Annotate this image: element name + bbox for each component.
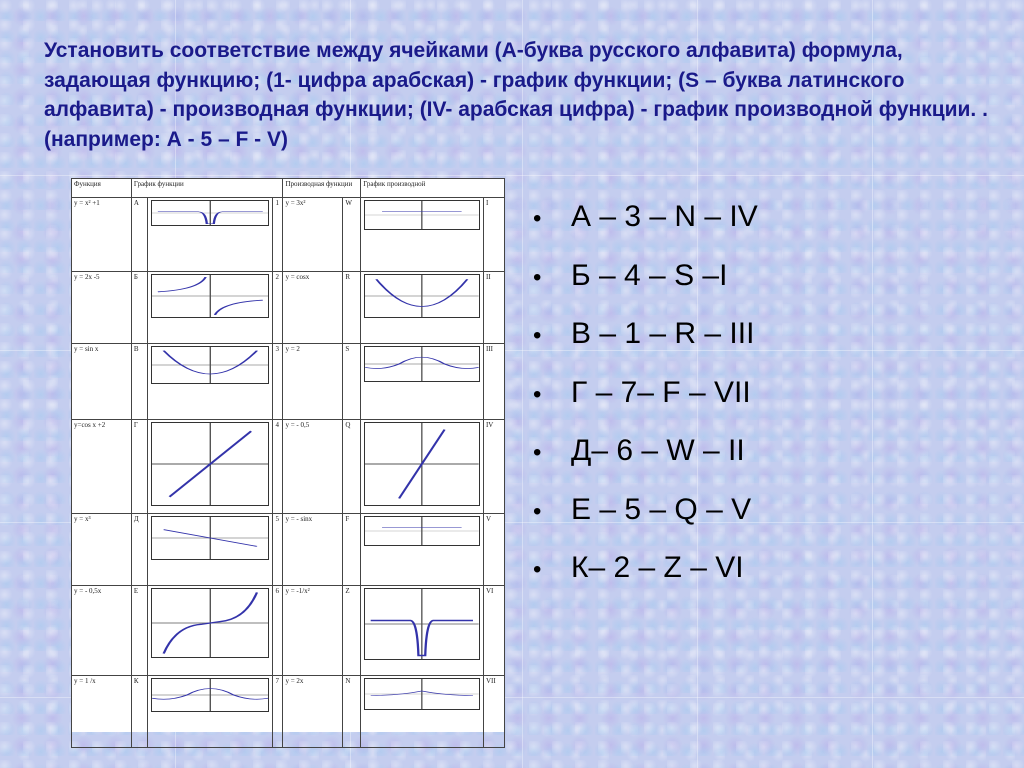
derivative-graph-cell (361, 198, 484, 272)
function-graph-cell (147, 514, 273, 586)
function-formula: y = - 0,5x (72, 586, 132, 676)
slide-title: Установить соответствие между ячейками (А-буква русского алфавита) формула, задающая функцию; (1- цифра арабская) - график функции; (S – буква латинского алфавита) - производная функции; (IV- арабская цифра) - график производной функции. . (например: А - 5 – F - V) (44, 39, 988, 151)
table-row (72, 514, 505, 586)
derivative-letter: Q (343, 420, 361, 514)
line-down-icon (151, 516, 270, 560)
answer-text: Д– 6 – W – II (571, 434, 745, 467)
derivative-letter: S (343, 344, 361, 420)
spike-down-icon (151, 200, 270, 226)
function-letter: А (131, 198, 147, 272)
function-formula: y = 1 /x (72, 676, 132, 748)
derivative-formula: y = 2x (283, 676, 343, 748)
derivative-letter: N (343, 676, 361, 748)
bullet-icon: • (533, 497, 542, 525)
derivative-graph-cell (361, 344, 484, 420)
horizontal-line-icon (364, 516, 480, 546)
bullet-icon: • (533, 380, 542, 408)
derivative-graph-cell (361, 272, 484, 344)
derivative-graph-numeral: III (483, 344, 504, 420)
derivative-graph-numeral: I (483, 198, 504, 272)
graph-number: 3 (273, 344, 283, 420)
function-formula: y = sin x (72, 344, 132, 420)
graph-number: 5 (273, 514, 283, 586)
function-letter: В (131, 344, 147, 420)
bullet-icon: • (533, 205, 542, 232)
table-row (72, 420, 505, 514)
answer-item (533, 247, 758, 306)
derivative-graph-numeral: II (483, 272, 504, 344)
derivative-formula: y = 2 (283, 344, 343, 420)
hyperbola-icon (151, 274, 270, 318)
table-header-row (72, 179, 505, 198)
table-row (72, 676, 505, 748)
header-function-graph: График функции (131, 179, 283, 198)
graph-number: 6 (273, 586, 283, 676)
table-row (72, 344, 505, 420)
wave-icon (151, 678, 270, 712)
graph-number: 4 (273, 420, 283, 514)
derivative-graph-numeral: VII (483, 676, 504, 748)
answer-item (533, 422, 758, 481)
derivative-formula: y = - sinx (283, 514, 343, 586)
function-letter: Е (131, 586, 147, 676)
wave-small-icon (364, 678, 480, 710)
horizontal-line-icon (364, 200, 480, 230)
answer-text: А – 3 – N – IV (571, 200, 758, 233)
answer-item (533, 364, 758, 423)
derivative-graph-numeral: V (483, 514, 504, 586)
header-derivative-graph: График производной (361, 179, 505, 198)
answer-text: Г – 7– F – VII (571, 375, 751, 409)
bullet-icon: • (533, 556, 542, 583)
function-formula: y = 2x -5 (72, 272, 132, 344)
derivative-formula: y = - 0,5 (283, 420, 343, 514)
bullet-icon: • (533, 322, 542, 349)
bullet-icon: • (533, 263, 542, 291)
parabola-icon (151, 346, 270, 384)
function-letter: К (131, 676, 147, 748)
derivative-formula: y = 3x² (283, 198, 343, 272)
spike-down-icon (364, 588, 480, 660)
table-row (72, 272, 505, 344)
cubic-icon (151, 588, 270, 658)
answer-list (533, 188, 758, 598)
derivative-graph-cell (361, 676, 484, 748)
graph-number: 2 (273, 272, 283, 344)
answer-item (533, 305, 758, 364)
table-row (72, 586, 505, 676)
graph-number: 7 (273, 676, 283, 748)
answer-item (533, 188, 758, 247)
function-graph-cell (147, 272, 273, 344)
function-graph-cell (147, 198, 273, 272)
background-grid-line (0, 175, 1024, 176)
function-formula: y = x² +1 (72, 198, 132, 272)
derivative-formula: y = -1/x² (283, 586, 343, 676)
function-graph-cell (147, 586, 273, 676)
derivative-graph-cell (361, 420, 484, 514)
derivative-letter: Z (343, 586, 361, 676)
function-letter: Г (131, 420, 147, 514)
answer-text: К– 2 – Z – VI (571, 551, 744, 584)
answer-item (533, 539, 758, 598)
parabola-icon (364, 274, 480, 318)
derivative-letter: F (343, 514, 361, 586)
answer-text: В – 1 – R – III (571, 317, 755, 350)
answer-item (533, 481, 758, 540)
function-letter: Д (131, 514, 147, 586)
reference-table (71, 178, 505, 732)
function-graph-cell (147, 344, 273, 420)
table-row (72, 198, 505, 272)
header-derivative: Производная функции (283, 179, 361, 198)
derivative-letter: W (343, 198, 361, 272)
answer-text: Е – 5 – Q – V (571, 492, 752, 526)
derivative-graph-numeral: VI (483, 586, 504, 676)
wave-icon (364, 346, 480, 382)
graph-number: 1 (273, 198, 283, 272)
derivative-graph-numeral: IV (483, 420, 504, 514)
derivative-letter: R (343, 272, 361, 344)
answer-text: Б – 4 – S –I (571, 258, 728, 292)
derivative-graph-cell (361, 586, 484, 676)
bullet-icon: • (533, 439, 542, 466)
steep-line-icon (364, 422, 480, 506)
line-up-icon (151, 422, 270, 506)
header-function: Функция (72, 179, 132, 198)
function-letter: Б (131, 272, 147, 344)
derivative-formula: y = cosx (283, 272, 343, 344)
function-formula: y = x³ (72, 514, 132, 586)
function-graph-cell (147, 676, 273, 748)
function-graph-cell (147, 420, 273, 514)
derivative-graph-cell (361, 514, 484, 586)
function-formula: y=cos x +2 (72, 420, 132, 514)
